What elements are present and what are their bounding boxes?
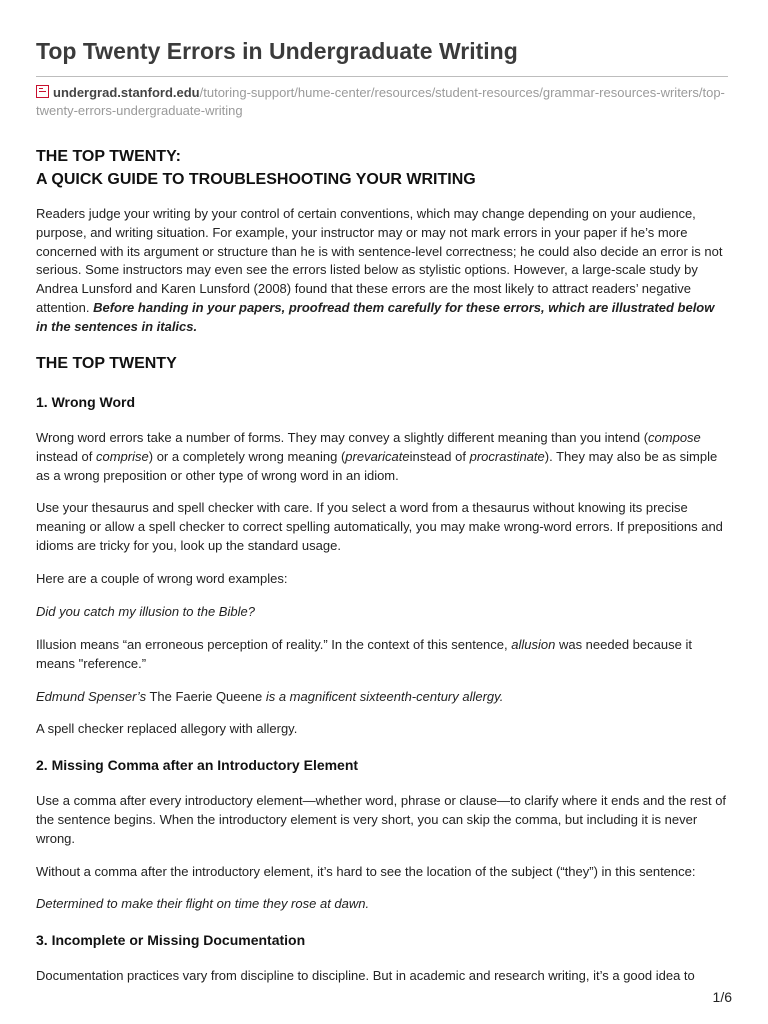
section-2-example bbox=[36, 895, 728, 914]
intro-emphasis: Before handing in your papers, proofread them carefully for these errors, which are illustrated below in the sentences in italics. bbox=[36, 299, 715, 334]
text-run: Wrong word errors take a number of forms. They may convey a slightly different meaning than you intend ( bbox=[36, 430, 649, 445]
text-run: Illusion means “an erroneous perception of reality.” In the context of this sentence, bbox=[36, 637, 512, 652]
section-3-paragraph-1: Documentation practices vary from discipline to discipline. But in academic and research writing, it’s a good idea to bbox=[36, 968, 695, 983]
guide-heading-line-1: THE TOP TWENTY: bbox=[36, 148, 181, 165]
section-1-paragraph-2: Use your thesaurus and spell checker with care. If you select a word from a thesaurus without knowing its precise meaning or allow a spell checker to correct spelling automatically, you may make wrong-word errors. If prepositions and idioms are tricky for you, look up the standard usage. bbox=[36, 500, 723, 553]
section-1-example-2 bbox=[36, 688, 728, 707]
text-run: instead of bbox=[409, 448, 470, 464]
section-1-paragraph-1 bbox=[36, 429, 728, 485]
example-part: Edmund Spenser’s bbox=[36, 689, 147, 704]
source-domain[interactable]: undergrad.stanford.edu bbox=[53, 85, 200, 100]
section-2-paragraph-2: Without a comma after the introductory element, it’s hard to see the location of the subject (“they”) in this sentence: bbox=[36, 864, 696, 879]
page-title: Top Twenty Errors in Undergraduate Writing bbox=[36, 38, 518, 64]
source-path[interactable]: /tutoring-support/hume-center/resources/student-resources/grammar-resources-writers/top-twenty-errors-undergraduate-writing bbox=[36, 85, 725, 118]
guide-heading-line-2: A QUICK GUIDE TO TROUBLESHOOTING YOUR WRITING bbox=[36, 171, 476, 188]
section-1-example-1 bbox=[36, 603, 728, 622]
example-part: is a magnificent sixteenth-century allergy. bbox=[265, 689, 504, 704]
text-run: instead of bbox=[36, 448, 96, 464]
example-sentence: Did you catch my illusion to the Bible? bbox=[36, 604, 255, 619]
section-1-paragraph-5: A spell checker replaced allegory with allergy. bbox=[36, 721, 298, 736]
section-3-heading: 3. Incomplete or Missing Documentation bbox=[36, 932, 306, 948]
document-icon bbox=[36, 85, 49, 98]
section-1-paragraph-4 bbox=[36, 636, 728, 674]
text-run: was needed because it means "reference.” bbox=[36, 637, 692, 671]
intro-text: Readers judge your writing by your control of certain conventions, which may change depending on your audience, purpose, and writing situation. For example, your instructor may or may not mark errors in your paper if he’s more concerned with its argument or structure than he is with sentence-level correctness; he could also decide an error is not serious. Some instructors may even see the errors listed below as stylistic options. However, a large-scale study by Andrea Lunsford and Karen Lunsford (2008) found that these errors are the most likely to attract readers’ negative attention. bbox=[36, 206, 723, 315]
intro-paragraph bbox=[36, 205, 728, 337]
term-procrastinate: procrastinate bbox=[469, 448, 545, 464]
term-compose: compose bbox=[648, 430, 701, 445]
term-prevaricate: prevaricate bbox=[345, 448, 410, 464]
section-2-paragraph-1: Use a comma after every introductory element—whether word, phrase or clause—to clarify where it ends and the rest of the sentence begins. When the introductory element is very short, you can skip the comma, but including it is never wrong. bbox=[36, 793, 727, 846]
book-title: The Faerie Queene bbox=[146, 689, 266, 704]
top-twenty-heading: THE TOP TWENTY bbox=[36, 355, 177, 372]
example-sentence: Determined to make their flight on time they rose at dawn. bbox=[36, 896, 370, 911]
guide-heading bbox=[36, 145, 476, 191]
section-2-heading: 2. Missing Comma after an Introductory Element bbox=[36, 757, 359, 773]
source-url[interactable] bbox=[36, 84, 728, 120]
term-allusion: allusion bbox=[511, 637, 556, 652]
page-number: 1/6 bbox=[712, 989, 732, 1005]
section-1-paragraph-3: Here are a couple of wrong word examples: bbox=[36, 571, 288, 586]
text-run: ). They may also be as simple as a wrong preposition or other type of wrong word in an idiom. bbox=[36, 448, 718, 483]
title-divider bbox=[36, 76, 728, 77]
term-comprise: comprise bbox=[96, 448, 149, 464]
section-1-heading: 1. Wrong Word bbox=[36, 394, 136, 410]
text-run: ) or a completely wrong meaning ( bbox=[148, 448, 346, 464]
